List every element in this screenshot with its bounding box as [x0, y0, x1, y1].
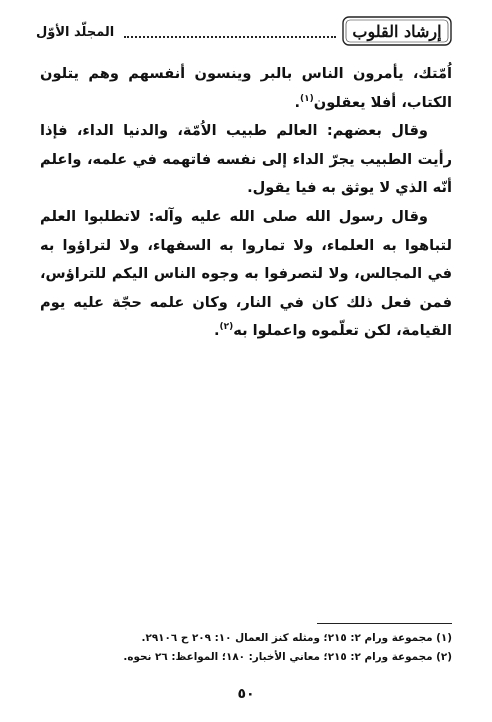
main-text — [40, 60, 452, 346]
footnote-separator — [317, 623, 452, 624]
footnote-ref-1: (١) — [300, 93, 314, 104]
book-title-text: إرشاد القلوب — [352, 22, 442, 41]
paragraph-1-text: اُمّتك، يأمرون الناس بالبر وينسون أنفسهم وهم يتلون الكتاب، أفلا يعقلون — [40, 65, 452, 111]
running-header — [36, 12, 452, 52]
page-number: ٥٠ — [237, 686, 255, 702]
paragraph-1 — [40, 60, 452, 117]
paragraph-1-end: . — [294, 93, 301, 111]
paragraph-3-text: وقال رسول الله صلى الله عليه وآله: لاتطلبوا العلم لتباهوا به العلماء، ولا تماروا به السفهاء، ولا لتراؤوا به في المجالس، ولا لتصرفوا به وجوه الناس اليكم للتراؤس، فمن فعل ذلك كان في النار، وكان علمه حجّة عليه يوم القيامة، لكن تعلّموه واعملوا به — [40, 207, 452, 340]
volume-label: المجلّد الأوّل — [36, 25, 115, 40]
paragraph-3 — [40, 203, 452, 346]
book-title-logo — [342, 16, 452, 46]
footnote-1: (١) مجموعة ورام ٢: ٢١٥؛ ومثله كنز العمال ١٠: ٢٠٩ ح ٢٩١٠٦. — [141, 632, 452, 644]
paragraph-3-end: . — [213, 322, 220, 340]
footnotes — [40, 629, 452, 667]
footnote-ref-2: (٢) — [219, 322, 234, 333]
paragraph-2: وقال بعضهم: العالم طبيب الاُمّة، والدنيا الداء، فإذا رأيت الطبيب يجرّ الداء إلى نفسه فاتهمه في علمه، واعلم أنّه الذي لا يوثق به فيا يقول. — [40, 122, 452, 197]
footnote-2: (٢) مجموعة ورام ٢: ٢١٥؛ معاني الأخبار: ١٨٠؛ المواعظ: ٢٦ نحوه. — [123, 651, 452, 663]
header-dotted-leader — [124, 36, 336, 38]
